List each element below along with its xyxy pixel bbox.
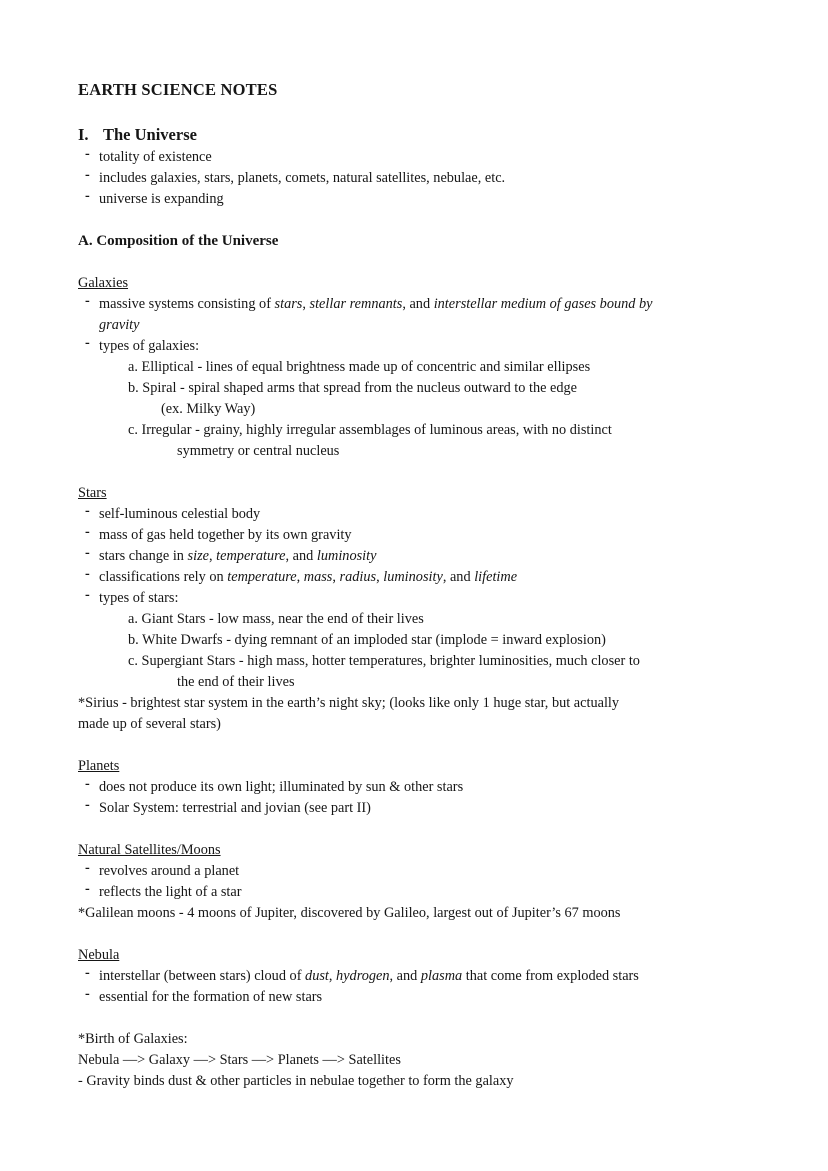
blank-line	[78, 210, 792, 231]
dash-bullet-icon: -	[85, 587, 90, 603]
topic-heading	[78, 483, 792, 504]
text-segment: a. Giant Stars - low mass, near the end of their lives	[128, 611, 424, 627]
text-segment: (ex. Milky Way)	[161, 401, 256, 417]
bullet-item	[78, 189, 792, 210]
lettered-item	[78, 630, 792, 651]
bullet-item	[78, 882, 792, 903]
dash-bullet-icon: -	[85, 566, 90, 582]
heading-text: The Universe	[103, 125, 197, 144]
italic-text: lifetime	[474, 569, 518, 585]
text-segment: Galaxies	[78, 275, 129, 291]
dash-bullet-icon: -	[85, 860, 90, 876]
bullet-item	[78, 777, 792, 798]
paragraph-line	[78, 1071, 792, 1092]
italic-text: gravity	[99, 317, 140, 333]
italic-text: luminosity	[316, 548, 377, 564]
text-segment: c. Supergiant Stars - high mass, hotter temperatures, brighter luminosities, much closer to	[128, 653, 640, 669]
italic-text: plasma	[420, 968, 463, 984]
text-segment: , and	[402, 296, 434, 312]
text-segment: b. White Dwarfs - dying remnant of an imploded star (implode = inward explosion)	[128, 632, 606, 648]
dash-bullet-icon: -	[85, 545, 90, 561]
dash-bullet-icon: -	[85, 776, 90, 792]
bullet-item	[78, 546, 792, 567]
dash-bullet-icon: -	[85, 503, 90, 519]
blank-line	[78, 462, 792, 483]
text-segment: types of galaxies:	[99, 338, 200, 354]
lettered-item	[78, 651, 792, 672]
text-segment: universe is expanding	[99, 191, 224, 207]
text-segment: massive systems consisting of	[99, 296, 275, 312]
blank-line	[78, 252, 792, 273]
blank-line	[78, 1008, 792, 1029]
dash-bullet-icon: -	[85, 335, 90, 351]
bullet-item	[78, 567, 792, 588]
continuation-line	[78, 441, 792, 462]
text-segment: does not produce its own light; illuminated by sun & other stars	[99, 779, 464, 795]
topic-heading	[78, 756, 792, 777]
italic-text: temperature	[227, 569, 297, 585]
text-segment: , and	[442, 569, 475, 585]
text-segment: includes galaxies, stars, planets, comets, natural satellites, nebulae, etc.	[99, 170, 506, 186]
italic-text: radius	[339, 569, 377, 585]
text-segment: interstellar (between stars) cloud of	[99, 968, 306, 984]
example-line	[78, 399, 792, 420]
paragraph-line	[78, 903, 792, 924]
dash-bullet-icon: -	[85, 293, 90, 309]
bullet-item	[78, 987, 792, 1008]
text-segment: c. Irregular - grainy, highly irregular assemblages of luminous areas, with no distinct	[128, 422, 612, 438]
bullet-item	[78, 798, 792, 819]
text-segment: revolves around a planet	[99, 863, 240, 879]
paragraph-line	[78, 714, 792, 735]
text-segment: ,	[328, 968, 337, 984]
topic-heading	[78, 273, 792, 294]
text-segment: Planets	[78, 758, 120, 774]
text-segment: a. Elliptical - lines of equal brightness made up of concentric and similar ellipses	[128, 359, 591, 375]
italic-text: luminosity	[383, 569, 443, 585]
text-segment: ,	[296, 569, 304, 585]
dash-bullet-icon: -	[85, 146, 90, 162]
text-segment: - Gravity binds dust & other particles in nebulae together to form the galaxy	[78, 1073, 514, 1089]
text-segment: mass of gas held together by its own gravity	[99, 527, 352, 543]
subsection-heading	[78, 231, 792, 252]
text-segment: that come from exploded stars	[462, 968, 639, 984]
bullet-item	[78, 525, 792, 546]
text-segment: reflects the light of a star	[99, 884, 242, 900]
text-segment: self-luminous celestial body	[99, 506, 261, 522]
bullet-item	[78, 168, 792, 189]
text-segment: classifications rely on	[99, 569, 228, 585]
text-segment: Solar System: terrestrial and jovian (see part II)	[99, 800, 371, 816]
text-segment: stars change in	[99, 548, 188, 564]
dash-bullet-icon: -	[85, 797, 90, 813]
continuation-line	[78, 315, 792, 336]
heading-number: I.	[78, 125, 89, 144]
text-segment: ,	[302, 296, 310, 312]
lettered-item	[78, 609, 792, 630]
section-heading	[78, 123, 792, 147]
text-segment: *Sirius - brightest star system in the earth’s night sky; (looks like only 1 huge star, but actually	[78, 695, 620, 711]
text-segment: ,	[332, 569, 340, 585]
text-segment: made up of several stars)	[78, 716, 221, 732]
text-segment: totality of existence	[99, 149, 212, 165]
italic-text: dust	[305, 968, 329, 984]
text-segment: *Galilean moons - 4 moons of Jupiter, discovered by Galileo, largest out of Jupiter’s 67 moons	[78, 905, 621, 921]
document-title: EARTH SCIENCE NOTES	[78, 80, 278, 99]
text-segment: types of stars:	[99, 590, 179, 606]
dash-bullet-icon: -	[85, 881, 90, 897]
italic-text: size	[187, 548, 209, 564]
paragraph-line	[78, 1050, 792, 1071]
dash-bullet-icon: -	[85, 986, 90, 1002]
italic-text: stellar remnants	[309, 296, 403, 312]
bullet-item	[78, 294, 792, 315]
lettered-item	[78, 378, 792, 399]
text-segment: Nebula	[78, 947, 120, 963]
text-segment: A. Composition of the Universe	[78, 233, 279, 249]
text-segment: , and	[285, 548, 317, 564]
bullet-item	[78, 588, 792, 609]
text-segment: Stars	[78, 485, 107, 501]
bullet-item	[78, 336, 792, 357]
lettered-item	[78, 357, 792, 378]
bullet-item	[78, 147, 792, 168]
text-segment: Natural Satellites/Moons	[78, 842, 221, 858]
bullet-item	[78, 861, 792, 882]
italic-text: hydrogen	[336, 968, 390, 984]
italic-text: interstellar medium of gases bound by	[433, 296, 653, 312]
paragraph-line	[78, 1029, 792, 1050]
dash-bullet-icon: -	[85, 965, 90, 981]
dash-bullet-icon: -	[85, 524, 90, 540]
dash-bullet-icon: -	[85, 167, 90, 183]
text-segment: the end of their lives	[177, 674, 295, 690]
italic-text: stars	[274, 296, 303, 312]
text-segment: ,	[376, 569, 384, 585]
text-segment: essential for the formation of new stars	[99, 989, 323, 1005]
lettered-item	[78, 420, 792, 441]
text-segment: Nebula —> Galaxy —> Stars —> Planets —> Satellites	[78, 1052, 401, 1068]
italic-text: mass	[303, 569, 333, 585]
blank-line	[78, 819, 792, 840]
blank-line	[78, 735, 792, 756]
text-segment: , and	[389, 968, 421, 984]
text-segment: ,	[209, 548, 217, 564]
continuation-line	[78, 672, 792, 693]
topic-heading	[78, 945, 792, 966]
blank-line	[78, 924, 792, 945]
bullet-item	[78, 966, 792, 987]
paragraph-line	[78, 693, 792, 714]
blank-line	[78, 102, 792, 123]
text-segment: symmetry or central nucleus	[177, 443, 340, 459]
text-segment: *Birth of Galaxies:	[78, 1031, 188, 1047]
dash-bullet-icon: -	[85, 188, 90, 204]
italic-text: temperature	[216, 548, 286, 564]
bullet-item	[78, 504, 792, 525]
text-segment: b. Spiral - spiral shaped arms that spread from the nucleus outward to the edge	[128, 380, 578, 396]
topic-heading	[78, 840, 792, 861]
